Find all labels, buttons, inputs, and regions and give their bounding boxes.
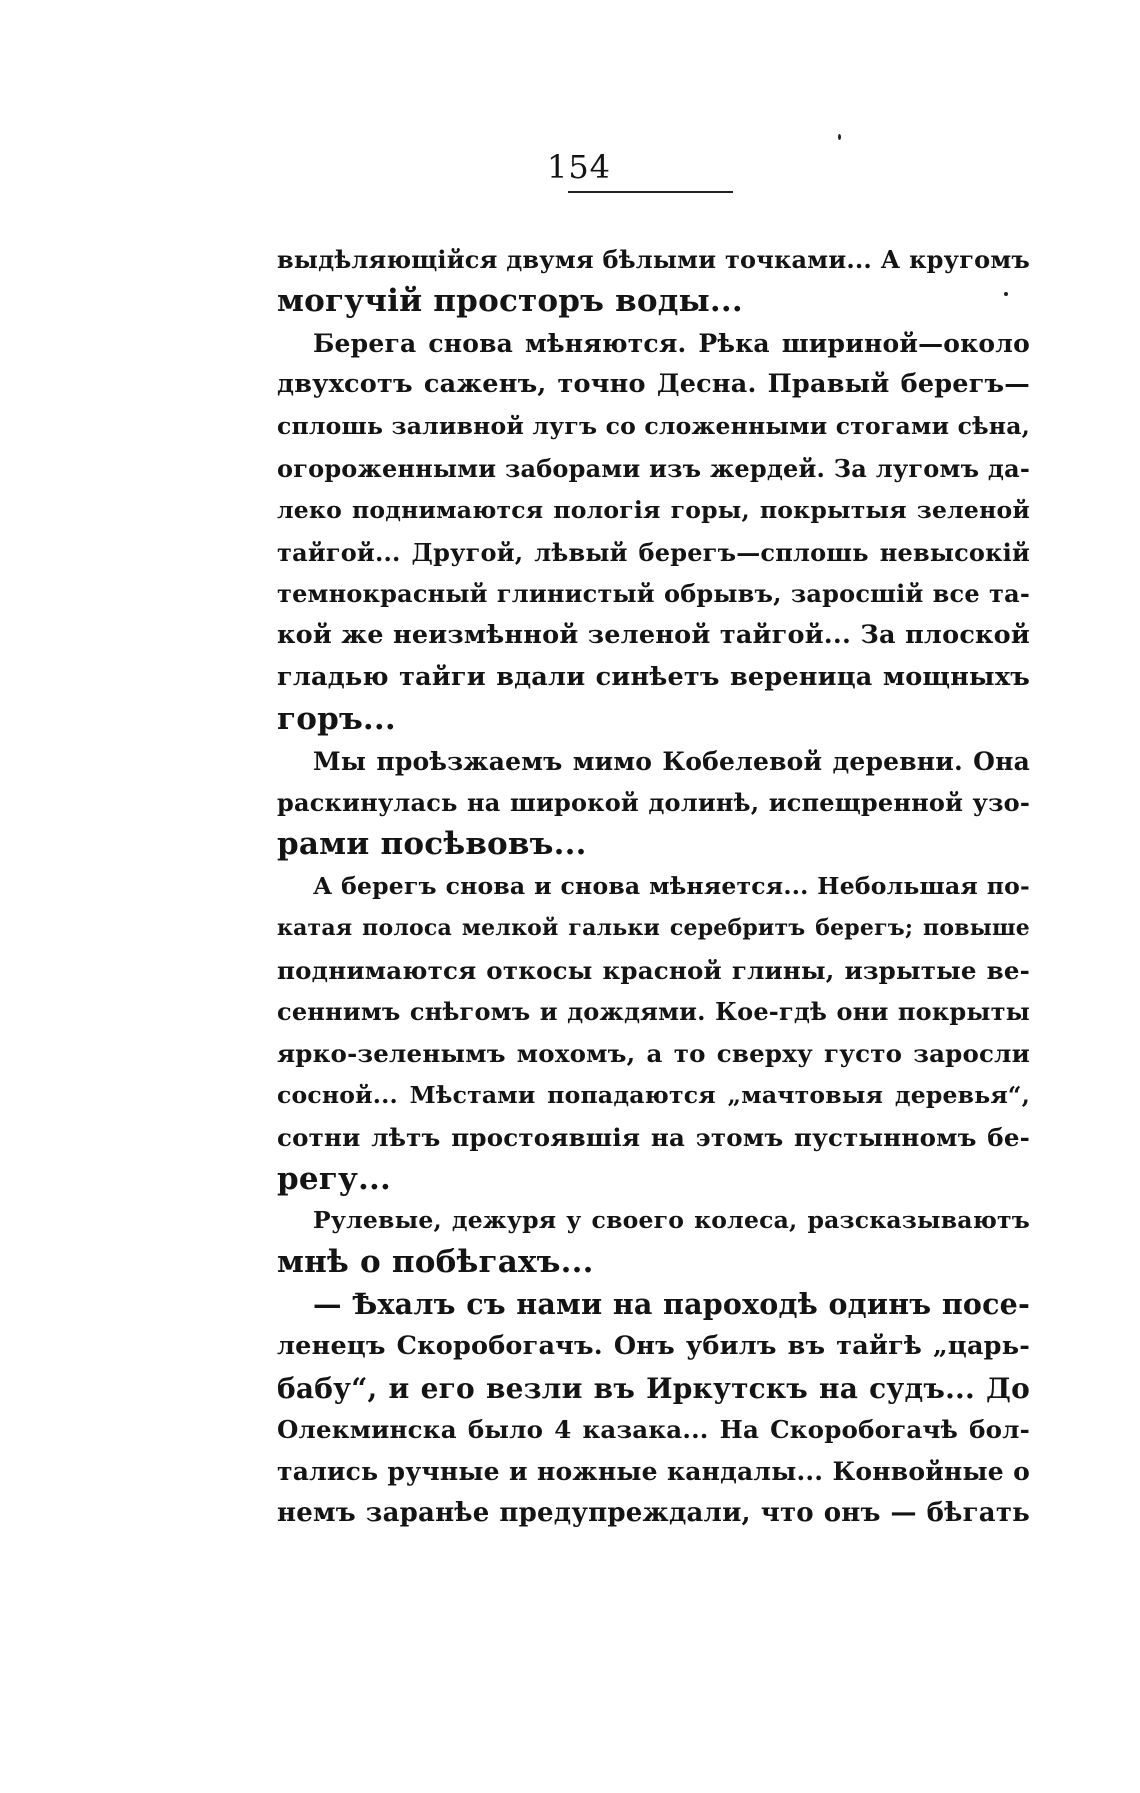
text-line: Рулевые, дежуря у своего колеса, разсказываютъ	[313, 1206, 1030, 1235]
text-line: двухсотъ саженъ, точно Десна. Правый берегъ—	[277, 369, 1030, 400]
text-line: бабу“, и его везли въ Иркутскъ на судъ... До	[277, 1371, 1030, 1405]
text-line: сосной... Мѣстами попадаются „мачтовыя деревья“,	[277, 1080, 1030, 1109]
text-line: Мы проѣзжаемъ мимо Кобелевой деревни. Она	[313, 746, 1030, 776]
text-line: леко поднимаются пологія горы, покрытыя зеленой	[277, 495, 1030, 524]
text-line: регу...	[277, 1160, 392, 1197]
text-line: рами посѣвовъ...	[277, 826, 587, 863]
text-line: кой же неизмѣнной зеленой тайгой... За плоской	[277, 620, 1030, 651]
text-line: горъ...	[277, 700, 396, 737]
text-line: сплошь заливной лугъ со сложенными стогами сѣна,	[277, 412, 1031, 441]
text-line: Берега снова мѣняются. Рѣка шириной—около	[313, 328, 1030, 358]
page-number: 154	[546, 148, 612, 186]
text-line: А берегъ снова и снова мѣняется... Небольшая по-	[313, 871, 1030, 900]
page-number-rule	[568, 191, 733, 193]
text-line: сотни лѣтъ простоявшія на этомъ пустынномъ бе-	[277, 1122, 1030, 1152]
text-line: тайгой... Другой, лѣвый берегъ—сплошь невысокій	[277, 537, 1030, 567]
text-line: темнокрасный глинистый обрывъ, заросшій все та-	[277, 579, 1030, 609]
text-line: мнѣ о побѣгахъ...	[277, 1244, 594, 1281]
print-speck	[838, 134, 841, 140]
body-text	[277, 239, 1030, 1535]
text-line: раскинулась на широкой долинѣ, испещренной узо-	[277, 788, 1030, 818]
text-line: немъ заранѣе предупреждали, что онъ — бѣгать	[277, 1497, 1030, 1528]
text-line: сеннимъ снѣгомъ и дождями. Кое-гдѣ они покрыты	[277, 997, 1030, 1027]
text-line: ленецъ Скоробогачъ. Онъ убилъ въ тайгѣ „царь-	[277, 1330, 1030, 1361]
text-line: могучій просторъ воды...	[277, 282, 743, 319]
text-line: тались ручные и ножные кандалы... Конвойные о	[277, 1457, 1030, 1487]
text-line: поднимаются откосы красной глины, изрытые ве-	[277, 955, 1030, 985]
text-line: ярко-зеленымъ мохомъ, а то сверху густо заросли	[277, 1039, 1030, 1069]
text-line: выдѣляющійся двумя бѣлыми точками... А кругомъ	[277, 245, 1030, 274]
text-line: катая полоса мелкой гальки серебритъ берегъ; повыше	[277, 914, 1030, 941]
text-line: Олекминска было 4 казака... На Скоробогачѣ бол-	[277, 1415, 1030, 1445]
text-line: гладью тайги вдали синѣетъ вереница мощныхъ	[277, 661, 1030, 692]
text-line: — Ѣхалъ съ нами на пароходѣ одинъ посе-	[313, 1286, 1030, 1321]
text-line: огороженными заборами изъ жердей. За лугомъ да-	[277, 453, 1030, 483]
